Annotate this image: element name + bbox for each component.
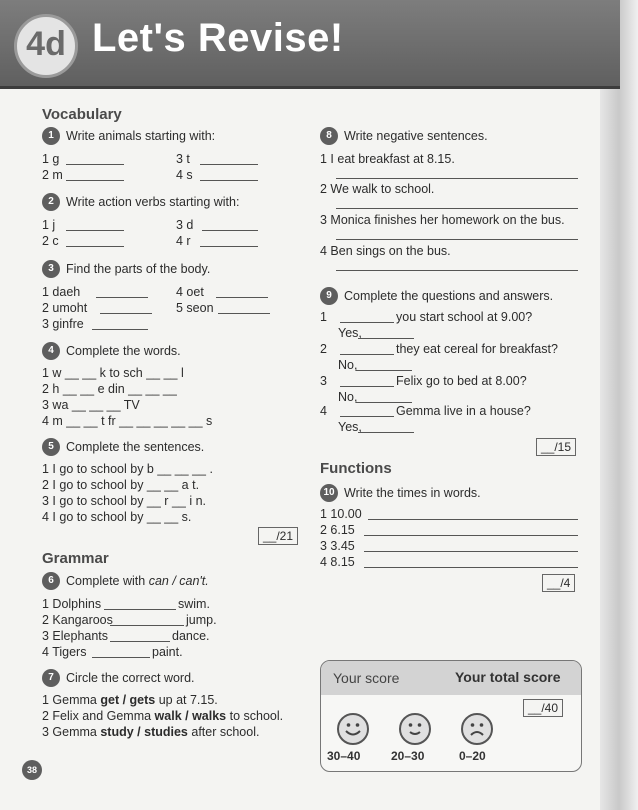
answer-line[interactable]	[364, 535, 578, 536]
exercise-number: 7	[42, 669, 60, 687]
question-number: 1	[320, 310, 327, 324]
word-choice[interactable]: study / studies	[100, 725, 188, 739]
score-range: 0–20	[459, 749, 486, 763]
section-functions: Functions	[320, 460, 392, 477]
exercise-instruction: Write the times in words.	[344, 486, 481, 500]
total-score-input[interactable]: __/40	[523, 699, 563, 717]
answer-line[interactable]	[336, 239, 578, 240]
answer-line[interactable]	[336, 270, 578, 271]
exercise-number: 6	[42, 572, 60, 590]
exercise-number: 9	[320, 287, 338, 305]
time-label: 2 6.15	[320, 523, 355, 537]
exercise-6-heading	[42, 572, 209, 590]
answer-line[interactable]	[358, 338, 414, 339]
sentence-gap-item[interactable]: 2 I go to school by __ __ a t.	[42, 478, 200, 492]
question-text: Gemma live in a house?	[396, 404, 531, 418]
sentence-end: dance.	[172, 629, 210, 643]
total-score-label: Your total score	[455, 669, 561, 685]
happy-face-icon	[337, 713, 369, 745]
answer-label: 1 Dolphins	[42, 597, 102, 611]
answer-line[interactable]	[356, 370, 412, 371]
answer-label: 5 seon	[176, 301, 214, 315]
question-number: 4	[320, 404, 327, 418]
smile-face-icon	[399, 713, 431, 745]
answer-start: Yes,	[338, 326, 362, 340]
answer-start: Yes,	[338, 420, 362, 434]
question-text: you start school at 9.00?	[396, 310, 533, 324]
exercise-instruction: Complete the sentences.	[66, 440, 205, 454]
score-range: 20–30	[391, 749, 425, 763]
word-gap-item[interactable]: 3 wa __ __ __ TV	[42, 398, 140, 412]
answer-line[interactable]	[66, 230, 124, 231]
answer-label: 4 Tigers	[42, 645, 87, 659]
answer-line[interactable]	[336, 178, 578, 179]
exercise-number: 10	[320, 484, 338, 502]
answer-start: No,	[338, 358, 358, 372]
exercise-4-heading	[42, 342, 181, 360]
time-label: 1 10.00	[320, 507, 362, 521]
answer-label: 4 r	[176, 234, 191, 248]
answer-line[interactable]	[110, 625, 184, 626]
answer-line[interactable]	[110, 641, 170, 642]
exercise-3-heading	[42, 260, 210, 278]
prompt-sentence: 1 I eat breakfast at 8.15.	[320, 152, 455, 166]
sentence-end: to school.	[226, 709, 284, 723]
answer-line[interactable]	[200, 180, 258, 181]
exercise-instruction: Write negative sentences.	[344, 129, 488, 143]
answer-line[interactable]	[358, 432, 414, 433]
exercise-7-heading	[42, 669, 195, 687]
answer-label: 3 Elephants	[42, 629, 109, 643]
sentence-end: swim.	[178, 597, 210, 611]
word-choice[interactable]: get / gets	[100, 693, 156, 707]
exercise-instruction: Write animals starting with:	[66, 129, 216, 143]
prompt-sentence: 4 Ben sings on the bus.	[320, 244, 451, 258]
vocabulary-score-box[interactable]: __/21	[258, 527, 298, 545]
page-number: 38	[22, 760, 42, 780]
answer-line[interactable]	[340, 354, 394, 355]
answer-line[interactable]	[336, 208, 578, 209]
answer-label: 1 j	[42, 218, 56, 232]
sentence-end: jump.	[186, 613, 217, 627]
word-gap-item[interactable]: 4 m __ __ t fr __ __ __ __ __ s	[42, 414, 213, 428]
exercise-2-heading	[42, 193, 239, 211]
circle-word-item[interactable]	[42, 725, 259, 740]
exercise-number: 8	[320, 127, 338, 145]
prompt-sentence: 3 Monica finishes her homework on the bus.	[320, 213, 565, 227]
answer-line[interactable]	[200, 246, 258, 247]
answer-line[interactable]	[340, 322, 394, 323]
answer-line[interactable]	[364, 551, 578, 552]
answer-label: 1 g	[42, 152, 60, 166]
answer-label: 2 m	[42, 168, 63, 182]
exercise-number: 4	[42, 342, 60, 360]
sad-face-icon	[461, 713, 493, 745]
question-text: Felix go to bed at 8.00?	[396, 374, 527, 388]
answer-label: 3 d	[176, 218, 194, 232]
exercise-9-heading	[320, 287, 553, 305]
exercise-5-heading	[42, 438, 204, 456]
answer-line[interactable]	[202, 230, 258, 231]
answer-line[interactable]	[340, 416, 394, 417]
answer-line[interactable]	[66, 164, 124, 165]
answer-line[interactable]	[104, 609, 176, 610]
answer-start: No,	[338, 390, 358, 404]
prompt-sentence: 2 We walk to school.	[320, 182, 435, 196]
questions-score-box[interactable]: __/15	[536, 438, 576, 456]
circle-word-item[interactable]	[42, 709, 283, 724]
answer-line[interactable]	[356, 402, 412, 403]
answer-line[interactable]	[218, 313, 270, 314]
answer-label: 2 umoht	[42, 301, 88, 315]
answer-line[interactable]	[340, 386, 394, 387]
exercise-instruction: Write action verbs starting with:	[66, 195, 240, 209]
circle-word-item[interactable]	[42, 693, 218, 708]
instruction-text: Complete with	[66, 574, 149, 588]
score-panel	[320, 660, 582, 772]
answer-line[interactable]	[66, 180, 124, 181]
unit-number: 4d	[26, 25, 66, 63]
page-edge-shadow	[600, 0, 638, 810]
answer-line[interactable]	[66, 246, 124, 247]
exercise-10-heading	[320, 484, 481, 502]
answer-label: 4 oet	[176, 285, 204, 299]
answer-line[interactable]	[216, 297, 268, 298]
exercise-number: 3	[42, 260, 60, 278]
answer-line[interactable]	[364, 567, 578, 568]
section-grammar: Grammar	[42, 550, 109, 567]
exercise-instruction: Complete the words.	[66, 344, 181, 358]
sentence-gap-item[interactable]: 1 I go to school by b __ __ __ .	[42, 462, 213, 476]
word-gap-item[interactable]: 1 w __ __ k to sch __ __ l	[42, 366, 184, 380]
sentence-gap-item[interactable]: 4 I go to school by __ __ s.	[42, 510, 192, 524]
sentence-start: 2 Felix and Gemma	[42, 709, 155, 723]
unit-badge	[14, 14, 78, 78]
answer-label: 2 Kangaroos	[42, 613, 113, 627]
sentence-start: 3 Gemma	[42, 725, 101, 739]
exercise-number: 2	[42, 193, 60, 211]
exercise-1-heading	[42, 127, 215, 145]
instruction-options: can / can't.	[148, 574, 209, 588]
exercise-number: 1	[42, 127, 60, 145]
answer-label: 3 ginfre	[42, 317, 84, 331]
time-label: 3 3.45	[320, 539, 355, 553]
section-vocabulary: Vocabulary	[42, 106, 122, 123]
exercise-8-heading	[320, 127, 488, 145]
answer-line[interactable]	[200, 164, 258, 165]
question-number: 3	[320, 374, 327, 388]
exercise-instruction	[66, 574, 209, 588]
sentence-start: 1 Gemma	[42, 693, 101, 707]
exercise-number: 5	[42, 438, 60, 456]
word-choice[interactable]: walk / walks	[154, 709, 227, 723]
answer-label: 4 s	[176, 168, 193, 182]
question-text: they eat cereal for breakfast?	[396, 342, 558, 356]
answer-label: 2 c	[42, 234, 59, 248]
sentence-gap-item[interactable]: 3 I go to school by __ r __ i n.	[42, 494, 206, 508]
answer-line[interactable]	[96, 297, 148, 298]
answer-label: 3 t	[176, 152, 190, 166]
exercise-instruction: Complete the questions and answers.	[344, 289, 554, 303]
time-label: 4 8.15	[320, 555, 355, 569]
header-divider	[0, 86, 620, 89]
answer-label: 1 daeh	[42, 285, 81, 299]
answer-line[interactable]	[92, 657, 150, 658]
score-range: 30–40	[327, 749, 361, 763]
word-gap-item[interactable]: 2 h __ __ e din __ __ __	[42, 382, 177, 396]
functions-score-box[interactable]: __/4	[542, 574, 575, 592]
page-title: Let's Revise!	[92, 16, 344, 60]
sentence-end: after school.	[187, 725, 260, 739]
sentence-end: paint.	[152, 645, 183, 659]
sentence-end: up at 7.15.	[155, 693, 218, 707]
question-number: 2	[320, 342, 327, 356]
answer-line[interactable]	[92, 329, 148, 330]
answer-line[interactable]	[368, 519, 578, 520]
exercise-instruction: Find the parts of the body.	[66, 262, 211, 276]
exercise-instruction: Circle the correct word.	[66, 671, 195, 685]
your-score-label: Your score	[333, 670, 400, 686]
answer-line[interactable]	[100, 313, 152, 314]
